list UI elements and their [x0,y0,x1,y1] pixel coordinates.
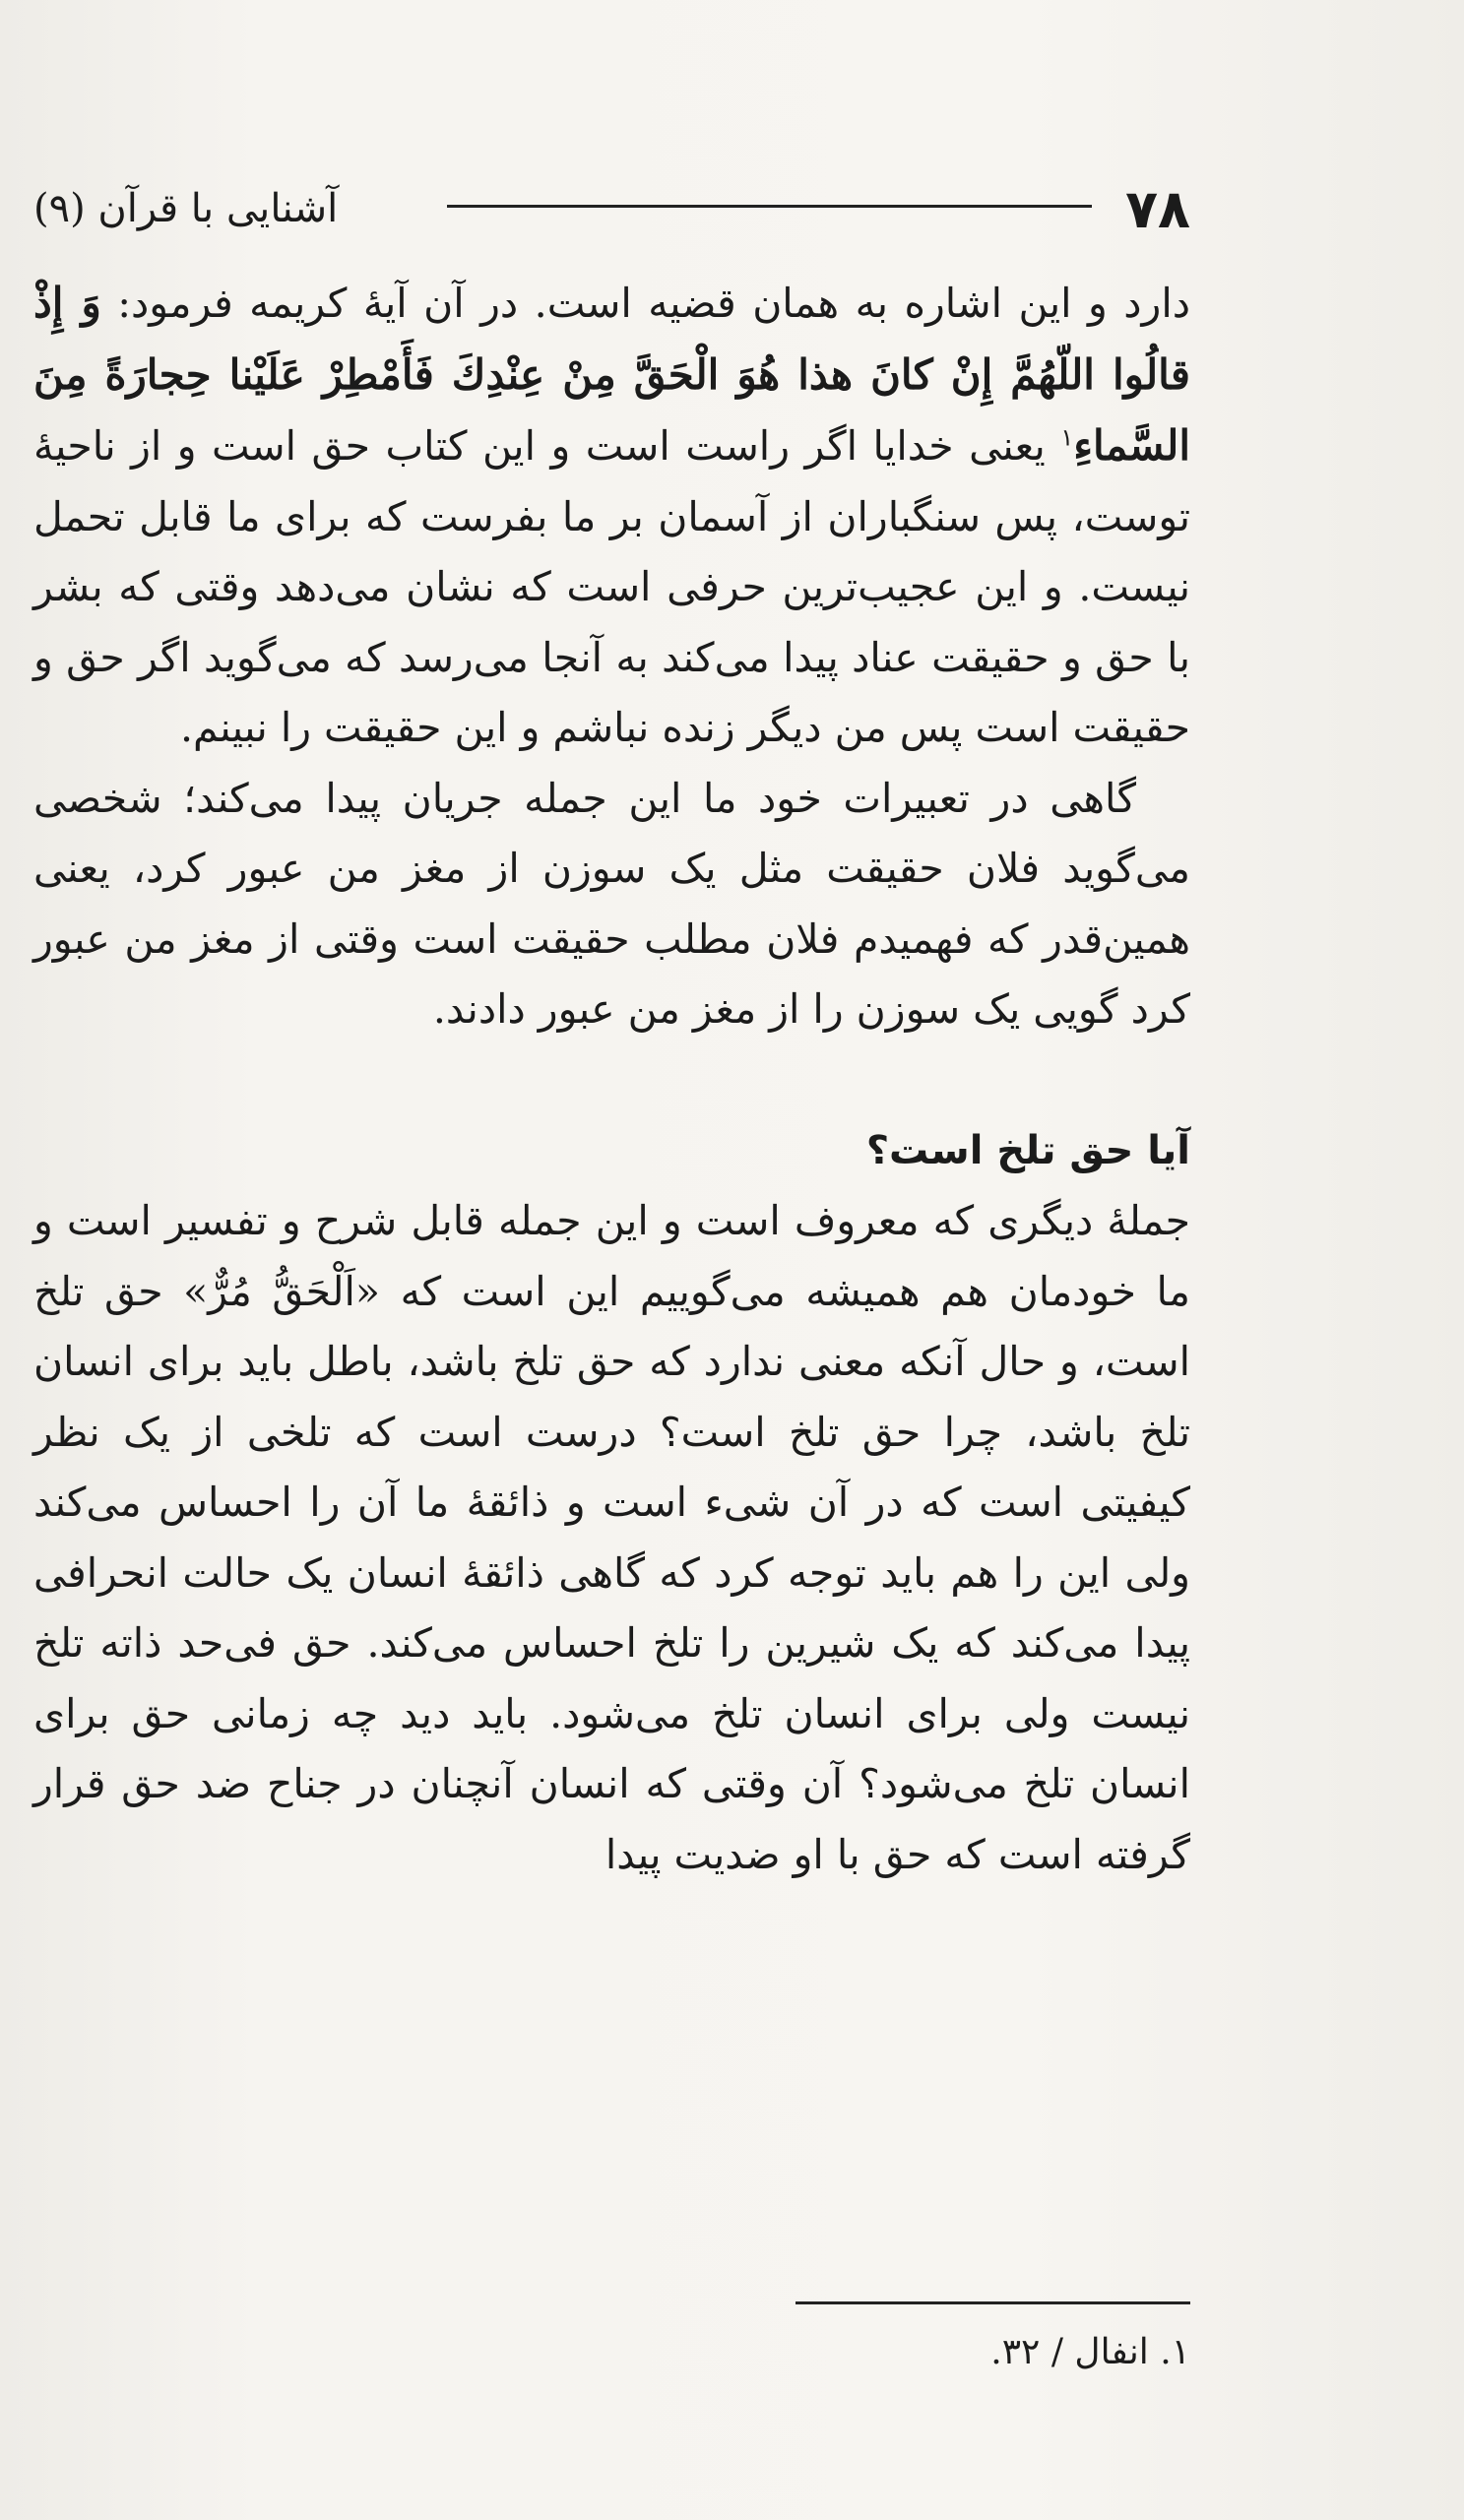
paragraph-2: گاهی در تعبیرات خود ما این جمله جریان پیدا می‌کند؛ شخصی می‌گوید فلان حقیقت مثل یک سوزن از مغز من عبور کرد، یعنی همین‌قدر که فهمیدم فلان مطلب حقیقت است وقتی از مغز من عبور کرد گویی یک سوزن را از مغز من عبور دادند. [33,774,1190,1033]
footnote-rule [796,2301,1190,2304]
book-title: آشنایی با قرآن (۹) [33,186,339,231]
footnote-marker: ۱ [1060,423,1074,452]
section-title: آیا حق تلخ است؟ [865,1127,1190,1173]
paragraph-1-start: دارد و این اشاره به همان قضیه است. در آن آیهٔ کریمه فرمود: [117,280,1190,327]
header-rule [447,205,1092,208]
main-text [33,268,1190,1890]
paragraph-1-end: یعنی خدایا اگر راست است و این کتاب حق است و از ناحیهٔ توست، پس سنگباران از آسمان بر ما بفرست که برای ما قابل تحمل نیست. و این عجیب‌ترین حرفی است که نشان می‌دهد وقتی که بشر با حق و حقیقت عناد پیدا می‌کند به آنجا می‌رسد که می‌گوید اگر حق و حقیقت است پس من دیگر زنده نباشم و این حقیقت را نبینم. [33,422,1190,751]
page-header [33,175,1190,244]
paragraph-1 [33,268,1190,764]
page-number: ۷۸ [1125,178,1190,240]
paragraph-3: جملهٔ دیگری که معروف است و این جمله قابل شرح و تفسیر است و ما خودمان هم همیشه می‌گوییم این است که «اَلْحَقُّ مُرٌّ» حق تلخ است، و حال آنکه معنی ندارد که حق تلخ باشد، باطل باید برای انسان تلخ باشد، چرا حق تلخ است؟ درست است که تلخی از یک نظر کیفیتی است که در آن شیء است و ذائقهٔ ما آن را احساس می‌کند ولی این را هم باید توجه کرد که گاهی ذائقهٔ انسان یک حالت انحرافی پیدا می‌کند که یک شیرین را تلخ احساس می‌کند. حق فی‌حد ذاته تلخ نیست ولی برای انسان تلخ می‌شود. باید دید چه زمانی حق برای انسان تلخ می‌شود؟ آن وقتی که انسان آنچنان در جناح ضد حق قرار گرفته است که حق با او ضدیت پیدا [33,1197,1190,1878]
quran-verse: وَ إِذْ قالُوا اللّهُمَّ إِنْ كانَ هذا هُوَ الْحَقَّ مِنْ عِنْدِكَ فَأَمْطِرْ عَلَيْنا حِجارَةً مِنَ السَّماءِ [33,279,1190,470]
footnote: ۱. انفال / ۳۲. [990,2332,1190,2372]
